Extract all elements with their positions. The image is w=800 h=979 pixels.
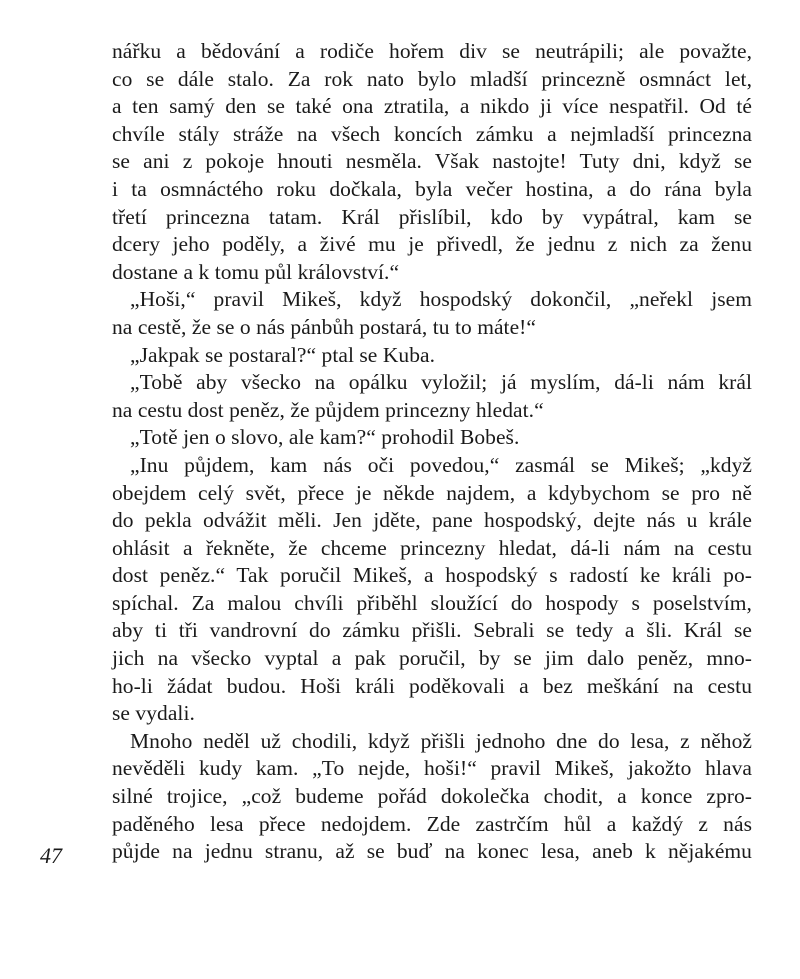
text-line: na cestě, že se o nás pánbůh postará, tu to máte!“ (112, 314, 536, 339)
text-line: jich na všecko vyptal a pak poručil, by se jim dalo peněz, mno- (112, 646, 752, 671)
text-line: „Tobě aby všecko na opálku vyložil; já myslím, dá-li nám král (130, 370, 752, 395)
text-line: na cestu dost peněz, že půjdem princezny hledat.“ (112, 397, 544, 422)
text-line: dost peněz.“ Tak poručil Mikeš, a hospodský s radostí ke králi po- (112, 563, 752, 588)
text-line: paděného lesa přece nedojdem. Zde zastrčím hůl a každý z nás (112, 811, 752, 836)
text-line: nevěděli kudy kam. „To nejde, hoši!“ pravil Mikeš, jakožto hlava (112, 756, 752, 781)
text-line: silné trojice, „což budeme pořád dokolečka chodit, a konce zpro- (112, 784, 752, 809)
text-line: obejdem celý svět, přece je někde najdem, a kdybychom se pro ně (112, 480, 752, 505)
page-number: 47 (40, 843, 62, 868)
text-line: co se dále stalo. Za rok nato bylo mladší princezně osmnáct let, (112, 66, 752, 91)
text-line: a ten samý den se také ona ztratila, a nikdo ji více nespatřil. Od té (112, 94, 752, 119)
text-line: dcery jeho poděly, a živé mu je přivedl, že jednu z nich za ženu (112, 232, 752, 257)
text-line: třetí princezna tatam. Král přislíbil, kdo by vypátral, kam se (112, 204, 752, 229)
body-text (112, 38, 752, 866)
text-line: „Inu půjdem, kam nás oči povedou,“ zasmál se Mikeš; „když (130, 452, 752, 477)
text-line: dostane a k tomu půl království.“ (112, 259, 400, 284)
text-line: ohlásit a řekněte, že chceme princezny hledat, dá-li nám na cestu (112, 535, 752, 560)
text-line: ho-li žádat budou. Hoši králi poděkovali a bez meškání na cestu (112, 673, 752, 698)
text-line: do pekla odvážit měli. Jen jděte, pane hospodský, dejte nás u krále (112, 508, 752, 533)
text-line: se vydali. (112, 701, 195, 726)
text-line: půjde na jednu stranu, až se buď na konec lesa, aneb k nějakému (112, 839, 752, 864)
text-line: aby ti tři vandrovní do zámku přišli. Sebrali se tedy a šli. Král se (112, 618, 752, 643)
text-line: „Jakpak se postaral?“ ptal se Kuba. (130, 342, 436, 367)
text-line: se ani z pokoje hnouti nesměla. Však nastojte! Tuty dni, když se (112, 149, 752, 174)
text-line: spíchal. Za malou chvíli přiběhl sloužící do hospody s poselstvím, (112, 590, 752, 615)
text-line: „Totě jen o slovo, ale kam?“ prohodil Bobeš. (130, 425, 520, 450)
text-line: nářku a bědování a rodiče hořem div se neutrápili; ale považte, (112, 39, 752, 63)
text-line: Mnoho neděl už chodili, když přišli jednoho dne do lesa, z něhož (130, 728, 752, 753)
text-line: i ta osmnáctého roku dočkala, byla večer hostina, a do rána byla (112, 176, 752, 201)
text-line: „Hoši,“ pravil Mikeš, když hospodský dokončil, „neřekl jsem (130, 287, 752, 312)
text-line: chvíle stály stráže na všech koncích zámku a nejmladší princezna (112, 121, 752, 146)
